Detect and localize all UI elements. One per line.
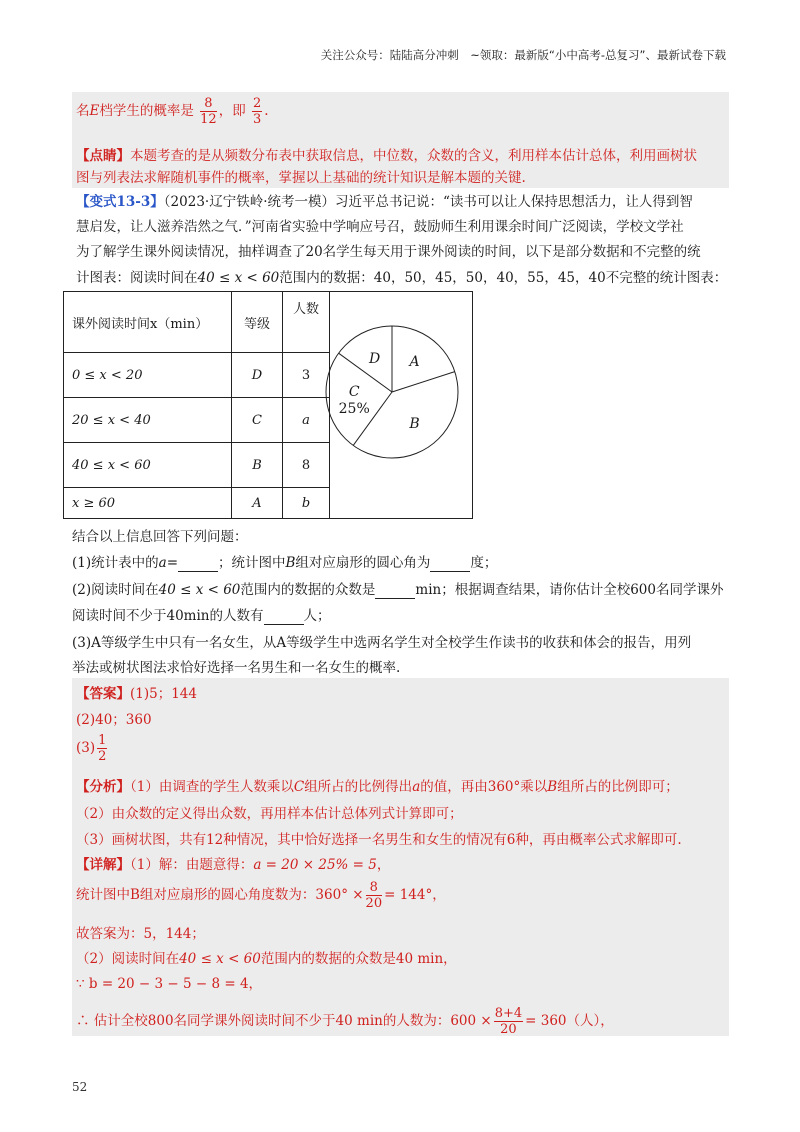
analysis-tag: 【分析】 xyxy=(76,779,130,795)
row-range: 20 ≤ x < 40 xyxy=(64,398,232,443)
analysis-var-c: C xyxy=(293,779,305,795)
row-grade: C xyxy=(232,398,283,443)
row-count: 8 xyxy=(283,443,330,488)
detail-line-6 xyxy=(76,1006,614,1037)
answer-3-prefix: (3) xyxy=(76,740,96,756)
problem-text-1: （2023·辽宁铁岭·统考一模）习近平总书记说：“读书可以让人保持思想活力，让人得到智 xyxy=(163,194,693,210)
q1-text-a: (1)统计表中的 xyxy=(72,555,159,571)
q1-text-b: = xyxy=(166,555,178,571)
detail-text-2b: ， xyxy=(432,887,446,903)
q2-blank-1 xyxy=(375,582,415,599)
prev-text-b: 档学生的概率是 xyxy=(99,103,194,119)
pie-label-d: D xyxy=(369,350,381,367)
detail-text-4b: 范围内的数据的众数是40 min， xyxy=(260,951,457,967)
analysis-degree: 360° xyxy=(487,779,521,795)
frac-den: 3 xyxy=(253,112,262,127)
problem-text-2: 慧启发，让人滋养浩然之气．”河南省实验中学响应号召，鼓励师生利用课余时间广泛阅读，学校文学社 xyxy=(76,219,684,235)
prev-text-c: ，即 xyxy=(218,103,246,119)
analysis-line-3 xyxy=(76,828,682,848)
answer-2: (2)40；360 xyxy=(76,712,152,728)
answer-1: (1)5；144 xyxy=(130,686,197,702)
q1-var-a: a xyxy=(158,555,167,571)
detail-line-2 xyxy=(76,880,446,911)
page-header: 关注公众号：陆陆高分冲刺 ~领取：最新版“小中高考-总复习”、最新试卷下载 xyxy=(320,48,726,62)
problem-text-4b: 范围内的数据：40，50，45，50，40，55，45，40不完整的统计图表： xyxy=(279,270,728,286)
q1-var-b: B xyxy=(285,555,296,571)
pie-slice-boundary xyxy=(392,372,455,392)
detail-inequality: 40 ≤ x < 60 xyxy=(179,951,261,967)
prev-probability-line xyxy=(76,96,269,127)
question-3-line-2 xyxy=(72,656,400,676)
problem-line-1 xyxy=(76,190,693,210)
problem-tag: 【变式13-3】 xyxy=(76,194,164,210)
analysis-var-b: B xyxy=(547,779,558,795)
prev-text-a: 名 xyxy=(76,103,90,119)
answer-3-fraction xyxy=(97,733,107,764)
row-range: x ≥ 60 xyxy=(64,488,232,519)
header-time: 课外阅读时间x（min） xyxy=(64,292,232,353)
row-count: a xyxy=(283,398,330,443)
prev-var-e: E xyxy=(89,103,100,119)
dianjing-tag: 【点睛】 xyxy=(76,148,130,164)
detail-text-3: 故答案为：5，144； xyxy=(76,926,205,942)
q2-blank-2 xyxy=(264,608,304,625)
pie-label-c: C xyxy=(348,383,360,400)
answer-line-1 xyxy=(76,682,197,702)
q2-text-b: 范围内的数据的众数是 xyxy=(240,582,376,598)
q2-text-e: 人； xyxy=(303,608,331,624)
row-grade: B xyxy=(232,443,283,488)
dianjing-text-2: 图与列表法求解随机事件的概率，掌握以上基础的统计知识是解本题的关键. xyxy=(76,170,526,186)
problem-line-3 xyxy=(76,240,701,260)
question-2-line-2 xyxy=(72,604,331,625)
detail-text-6a: ∴ 估计全校800名同学课外阅读时间不少于40 min的人数为： xyxy=(76,1013,451,1029)
question-intro-text: 结合以上信息回答下列问题： xyxy=(72,529,248,545)
detail-fraction-12-20 xyxy=(494,1006,523,1037)
problem-line-2 xyxy=(76,215,684,235)
row-count: 3 xyxy=(283,353,330,398)
dianjing-line-2 xyxy=(76,166,526,186)
frac-num: 8 xyxy=(200,96,217,112)
analysis-text-1a: （1）由调查的学生人数乘以 xyxy=(130,779,294,795)
question-2-line-1 xyxy=(72,578,723,599)
frac-den: 2 xyxy=(98,749,107,764)
pie-label-c-percent: 25% xyxy=(338,400,370,417)
row-range: 40 ≤ x < 60 xyxy=(64,443,232,488)
table-row xyxy=(64,398,330,443)
detail-equation-2-post: = 144° xyxy=(384,887,433,903)
answer-line-3 xyxy=(76,733,109,764)
detail-equation-1: a = 20 × 25% = 5 xyxy=(253,857,377,873)
q1-text-d: 组对应扇形的圆心角为 xyxy=(295,555,431,571)
q2-text-d: 阅读时间不少于40min的人数有 xyxy=(72,608,264,624)
pie-label-b: B xyxy=(409,415,420,432)
header-count: 人数 xyxy=(283,292,330,353)
dianjing-line-1 xyxy=(76,144,697,164)
detail-line-5 xyxy=(76,972,262,992)
frac-den: 20 xyxy=(365,896,383,911)
problem-text-3: 为了解学生课外阅读情况，抽样调查了20名学生每天用于课外阅读的时间，以下是部分数据和不完整的统 xyxy=(76,244,701,260)
analysis-text-1e: 组所占的比例即可； xyxy=(557,779,679,795)
page-number: 52 xyxy=(72,1080,88,1094)
analysis-text-3: （3）画树状图，共有12种情况，其中恰好选择一名男生和女生的情况有6种，再由概率公式求解即可. xyxy=(76,832,682,848)
q3-text-1: (3)A等级学生中只有一名女生，从A等级学生中选两名学生对全校学生作读书的收获和体会的报告，用列 xyxy=(72,635,692,651)
table-row xyxy=(64,353,330,398)
row-grade: D xyxy=(232,353,283,398)
q1-blank-1 xyxy=(178,555,218,572)
q2-text-a: (2)阅读时间在 xyxy=(72,582,159,598)
prev-fraction-8-12 xyxy=(200,96,217,127)
question-1 xyxy=(72,551,497,572)
q2-text-c: min；根据调查结果，请你估计全校600名同学课外 xyxy=(415,582,724,598)
frequency-table xyxy=(63,291,330,519)
analysis-text-2: （2）由众数的定义得出众数，再用样本估计总体列式计算即可； xyxy=(76,806,463,822)
header-grade: 等级 xyxy=(232,292,283,353)
analysis-line-1 xyxy=(76,775,679,795)
problem-text-4a: 计图表：阅读时间在 xyxy=(76,270,198,286)
frac-num: 8+4 xyxy=(494,1006,523,1021)
analysis-line-2 xyxy=(76,802,463,822)
frac-num: 2 xyxy=(253,96,262,111)
problem-line-4 xyxy=(76,266,727,286)
question-intro xyxy=(72,525,248,545)
detail-equation-2-pre: 360° × xyxy=(315,887,364,903)
row-grade: A xyxy=(232,488,283,519)
dianjing-text-1: 本题考查的是从频数分布表中获取信息，中位数，众数的含义，利用样本估计总体，利用画树状 xyxy=(130,148,697,164)
detail-line-3 xyxy=(76,922,205,942)
prev-fraction-2-3 xyxy=(252,96,262,127)
detail-text-5: ∵ b = 20 − 3 − 5 − 8 = 4， xyxy=(76,976,263,992)
analysis-text-1b: 组所占的比例得出 xyxy=(304,779,413,795)
pie-slice-boundary xyxy=(339,350,392,392)
problem-inequality: 40 ≤ x < 60 xyxy=(197,270,280,286)
frac-num: 1 xyxy=(98,733,107,748)
detail-tag: 【详解】 xyxy=(76,857,130,873)
detail-equation-6-post: = 360（人）， xyxy=(525,1013,614,1029)
pie-chart xyxy=(313,291,473,519)
q1-text-e: 度； xyxy=(470,555,498,571)
analysis-text-1d: 乘以 xyxy=(520,779,548,795)
answer-line-2 xyxy=(76,708,152,728)
detail-text-2a: 统计图中B组对应扇形的圆心角度数为： xyxy=(76,887,316,903)
detail-text-1a: （1）解：由题意得： xyxy=(130,857,254,873)
table-row xyxy=(64,488,330,519)
table-header-row xyxy=(64,292,330,353)
frac-den: 20 xyxy=(500,1022,517,1037)
frac-num: 8 xyxy=(366,880,383,896)
q1-blank-2 xyxy=(430,555,470,572)
q3-text-2: 举法或树状图法求恰好选择一名男生和一名女生的概率. xyxy=(72,660,401,676)
analysis-text-1c: 的值，再由 xyxy=(420,779,488,795)
table-row xyxy=(64,443,330,488)
answer-tag: 【答案】 xyxy=(76,686,130,702)
row-range: 0 ≤ x < 20 xyxy=(64,353,232,398)
analysis-var-a: a xyxy=(412,779,421,795)
q2-inequality: 40 ≤ x < 60 xyxy=(158,582,241,598)
detail-text-4a: （2）阅读时间在 xyxy=(76,951,180,967)
detail-line-1 xyxy=(76,853,390,873)
frac-den: 12 xyxy=(200,112,217,127)
detail-fraction-8-20 xyxy=(366,880,383,911)
detail-line-4 xyxy=(76,947,457,967)
detail-text-1b: ， xyxy=(376,857,391,873)
prev-text-d: . xyxy=(264,103,269,119)
row-count: b xyxy=(283,488,330,519)
question-3-line-1 xyxy=(72,631,691,651)
detail-equation-6-pre: 600 × xyxy=(450,1013,492,1029)
pie-label-a: A xyxy=(409,354,420,371)
q1-text-c: ；统计图中 xyxy=(218,555,286,571)
